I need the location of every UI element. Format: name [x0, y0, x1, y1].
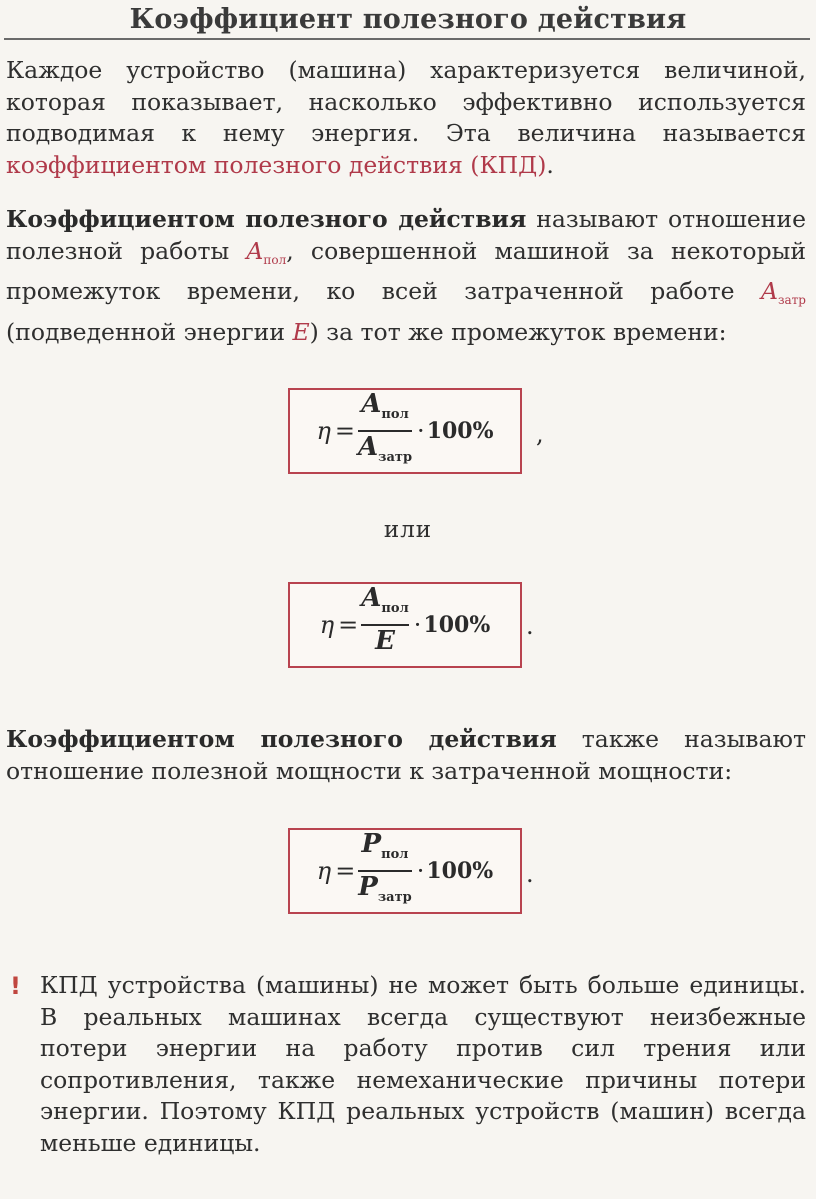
note-paragraph: КПД устройства (машины) не может быть больше единицы. В реальных машинах всегда существуют неизбежные потери энергии на работу против сил трения или сопротивления, также немеханические причины потери энергии. Поэтому КПД реальных устройств (машин) всегда меньше единицы. [40, 971, 806, 1157]
denominator-symbol: A [357, 431, 379, 462]
formula-box-energy [288, 582, 522, 668]
percent-value: 100% [426, 858, 494, 884]
denominator [358, 433, 412, 472]
denominator-sub: затр [378, 449, 413, 465]
useful-work-symbol: A [246, 236, 264, 265]
spent-work-var [761, 277, 806, 305]
definition-text-3: (подведенной энергии [6, 317, 293, 346]
formula-box-power [288, 828, 522, 914]
power-bold: Коэффициентом полезного действия [6, 725, 557, 753]
definition-text-1: называют отношение полезной работы [6, 205, 806, 265]
eta-symbol: η [316, 857, 332, 885]
numerator-sub: пол [381, 847, 409, 863]
percent-value: 100% [423, 612, 491, 638]
formula-2-punctuation: . [526, 612, 534, 640]
energy-var: E [292, 317, 310, 346]
formula-1-punctuation: , [536, 420, 544, 448]
numerator [361, 584, 409, 623]
fraction [361, 584, 409, 666]
denominator-sub: затр [377, 889, 412, 905]
multiply-dot: · [413, 611, 422, 639]
fraction [358, 390, 412, 472]
numerator-sub: пол [381, 601, 409, 617]
kpd-term: коэффициентом полезного действия (КПД) [6, 150, 547, 179]
useful-work-var [246, 237, 286, 265]
denominator-symbol: E [375, 625, 395, 656]
numerator-symbol: P [361, 829, 382, 860]
definition-text-2: , совершенной машиной за некоторый промежуток времени, ко всей затраченной работе [6, 236, 806, 305]
or-connector: или [383, 517, 433, 543]
power-text: также называют отношение полезной мощности к затраченной мощности: [6, 725, 807, 785]
page-title: Коэффициент полезного действия [129, 4, 687, 35]
useful-work-sub: пол [263, 252, 287, 267]
definition-text-4: ) за тот же промежуток времени: [309, 317, 727, 346]
numerator-symbol: A [361, 583, 382, 614]
intro-text: Каждое устройство (машина) характеризуется величиной, которая показывает, насколько эффективно используется подводимая к нему энергия. Эта величина называется [6, 56, 806, 147]
intro-end: . [546, 150, 554, 179]
percent-value: 100% [426, 418, 494, 444]
denominator [375, 627, 395, 666]
definition-bold: Коэффициентом полезного действия [6, 205, 527, 233]
denominator-symbol: P [358, 871, 378, 902]
intro-paragraph [6, 55, 806, 181]
denominator [358, 873, 411, 912]
eta-symbol: η [319, 611, 335, 639]
numerator-symbol: A [361, 389, 382, 420]
formula-box-work [288, 388, 522, 474]
multiply-dot: · [416, 857, 425, 885]
numerator [362, 830, 409, 869]
equals-sign: = [335, 857, 356, 885]
fraction [358, 830, 411, 912]
spent-work-sub: затр [777, 293, 806, 307]
title-underline [4, 38, 810, 40]
numerator-sub: пол [381, 407, 409, 423]
equals-sign: = [338, 611, 359, 639]
spent-work-symbol: A [760, 277, 778, 305]
eta-symbol: η [316, 417, 331, 445]
equals-sign: = [334, 417, 355, 445]
exclamation-icon: ! [10, 972, 21, 1000]
definition-paragraph [6, 204, 806, 348]
power-paragraph [6, 724, 806, 787]
multiply-dot: · [417, 417, 425, 445]
numerator [361, 390, 409, 429]
formula-3-punctuation: . [526, 860, 534, 888]
